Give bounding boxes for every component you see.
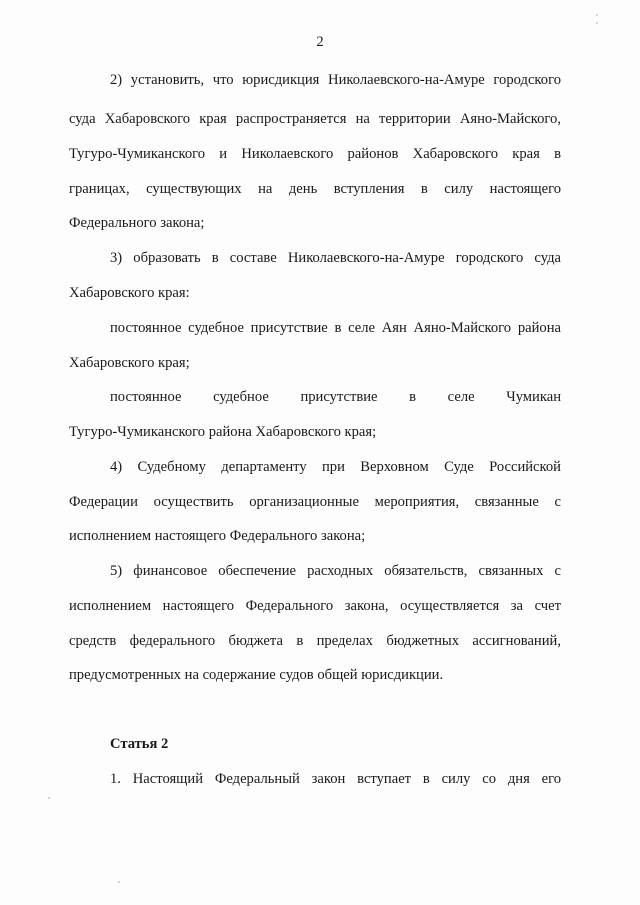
item5-line4: предусмотренных на содержание судов общей юрисдикции. xyxy=(69,667,444,683)
item2-line4: границах, существующих на день вступления в силу настоящего xyxy=(69,181,561,197)
item5-line1: 5) финансовое обеспечение расходных обязательств, связанных с xyxy=(110,563,561,579)
item3-sub1-line2: Хабаровского края; xyxy=(69,355,190,371)
item2-line2: суда Хабаровского края распространяется на территории Аяно-Майского, xyxy=(69,111,561,127)
item3-sub2-line1: постоянное судебное присутствие в селе Чумикан xyxy=(110,389,561,405)
item3-line1: 3) образовать в составе Николаевского-на-Амуре городского суда xyxy=(110,250,561,266)
item4-line2: Федерации осуществить организационные мероприятия, связанные с xyxy=(69,494,561,510)
scan-speck xyxy=(596,22,598,24)
item3-line2: Хабаровского края: xyxy=(69,285,190,301)
page-number: 2 xyxy=(316,34,324,50)
article2-heading: Статья 2 xyxy=(110,736,169,752)
item4-line1: 4) Судебному департаменту при Верховном Суде Российской xyxy=(110,459,561,475)
item5-line3: средств федерального бюджета в пределах бюджетных ассигнований, xyxy=(69,633,561,649)
item4-line3: исполнением настоящего Федерального закона; xyxy=(69,528,366,544)
scan-speck xyxy=(48,797,50,799)
scan-speck xyxy=(596,14,598,16)
scan-speck xyxy=(118,881,120,883)
item3-sub2-line2: Тугуро-Чумиканского района Хабаровского края; xyxy=(69,424,377,440)
item2-line5: Федерального закона; xyxy=(69,215,205,231)
item2-line1: 2) установить, что юрисдикция Николаевского-на-Амуре городского xyxy=(110,72,561,88)
item3-sub1-line1: постоянное судебное присутствие в селе Аян Аяно-Майского района xyxy=(110,320,561,336)
item2-line3: Тугуро-Чумиканского и Николаевского районов Хабаровского края в xyxy=(69,146,561,162)
item5-line2: исполнением настоящего Федерального закона, осуществляется за счет xyxy=(69,598,561,614)
article2-line1: 1. Настоящий Федеральный закон вступает в силу со дня его xyxy=(110,771,561,787)
